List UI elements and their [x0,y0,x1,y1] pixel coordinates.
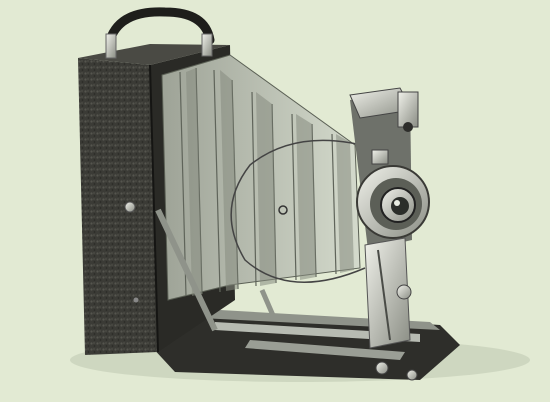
camera-body-front [78,58,158,355]
shutter-lever [372,150,388,164]
carry-handle [110,12,210,40]
handle-clip-right [202,34,212,56]
body-latch-screw [125,202,135,212]
lock-knob [376,362,388,374]
bed-knob [407,370,417,380]
viewfinder-lens [403,122,413,132]
lens-highlight [394,200,400,206]
handle-clip-left [106,34,116,58]
focus-knob [397,285,411,299]
body-small-screw [134,298,139,303]
viewfinder-brilliant [398,92,418,127]
lens-glass [391,197,409,215]
